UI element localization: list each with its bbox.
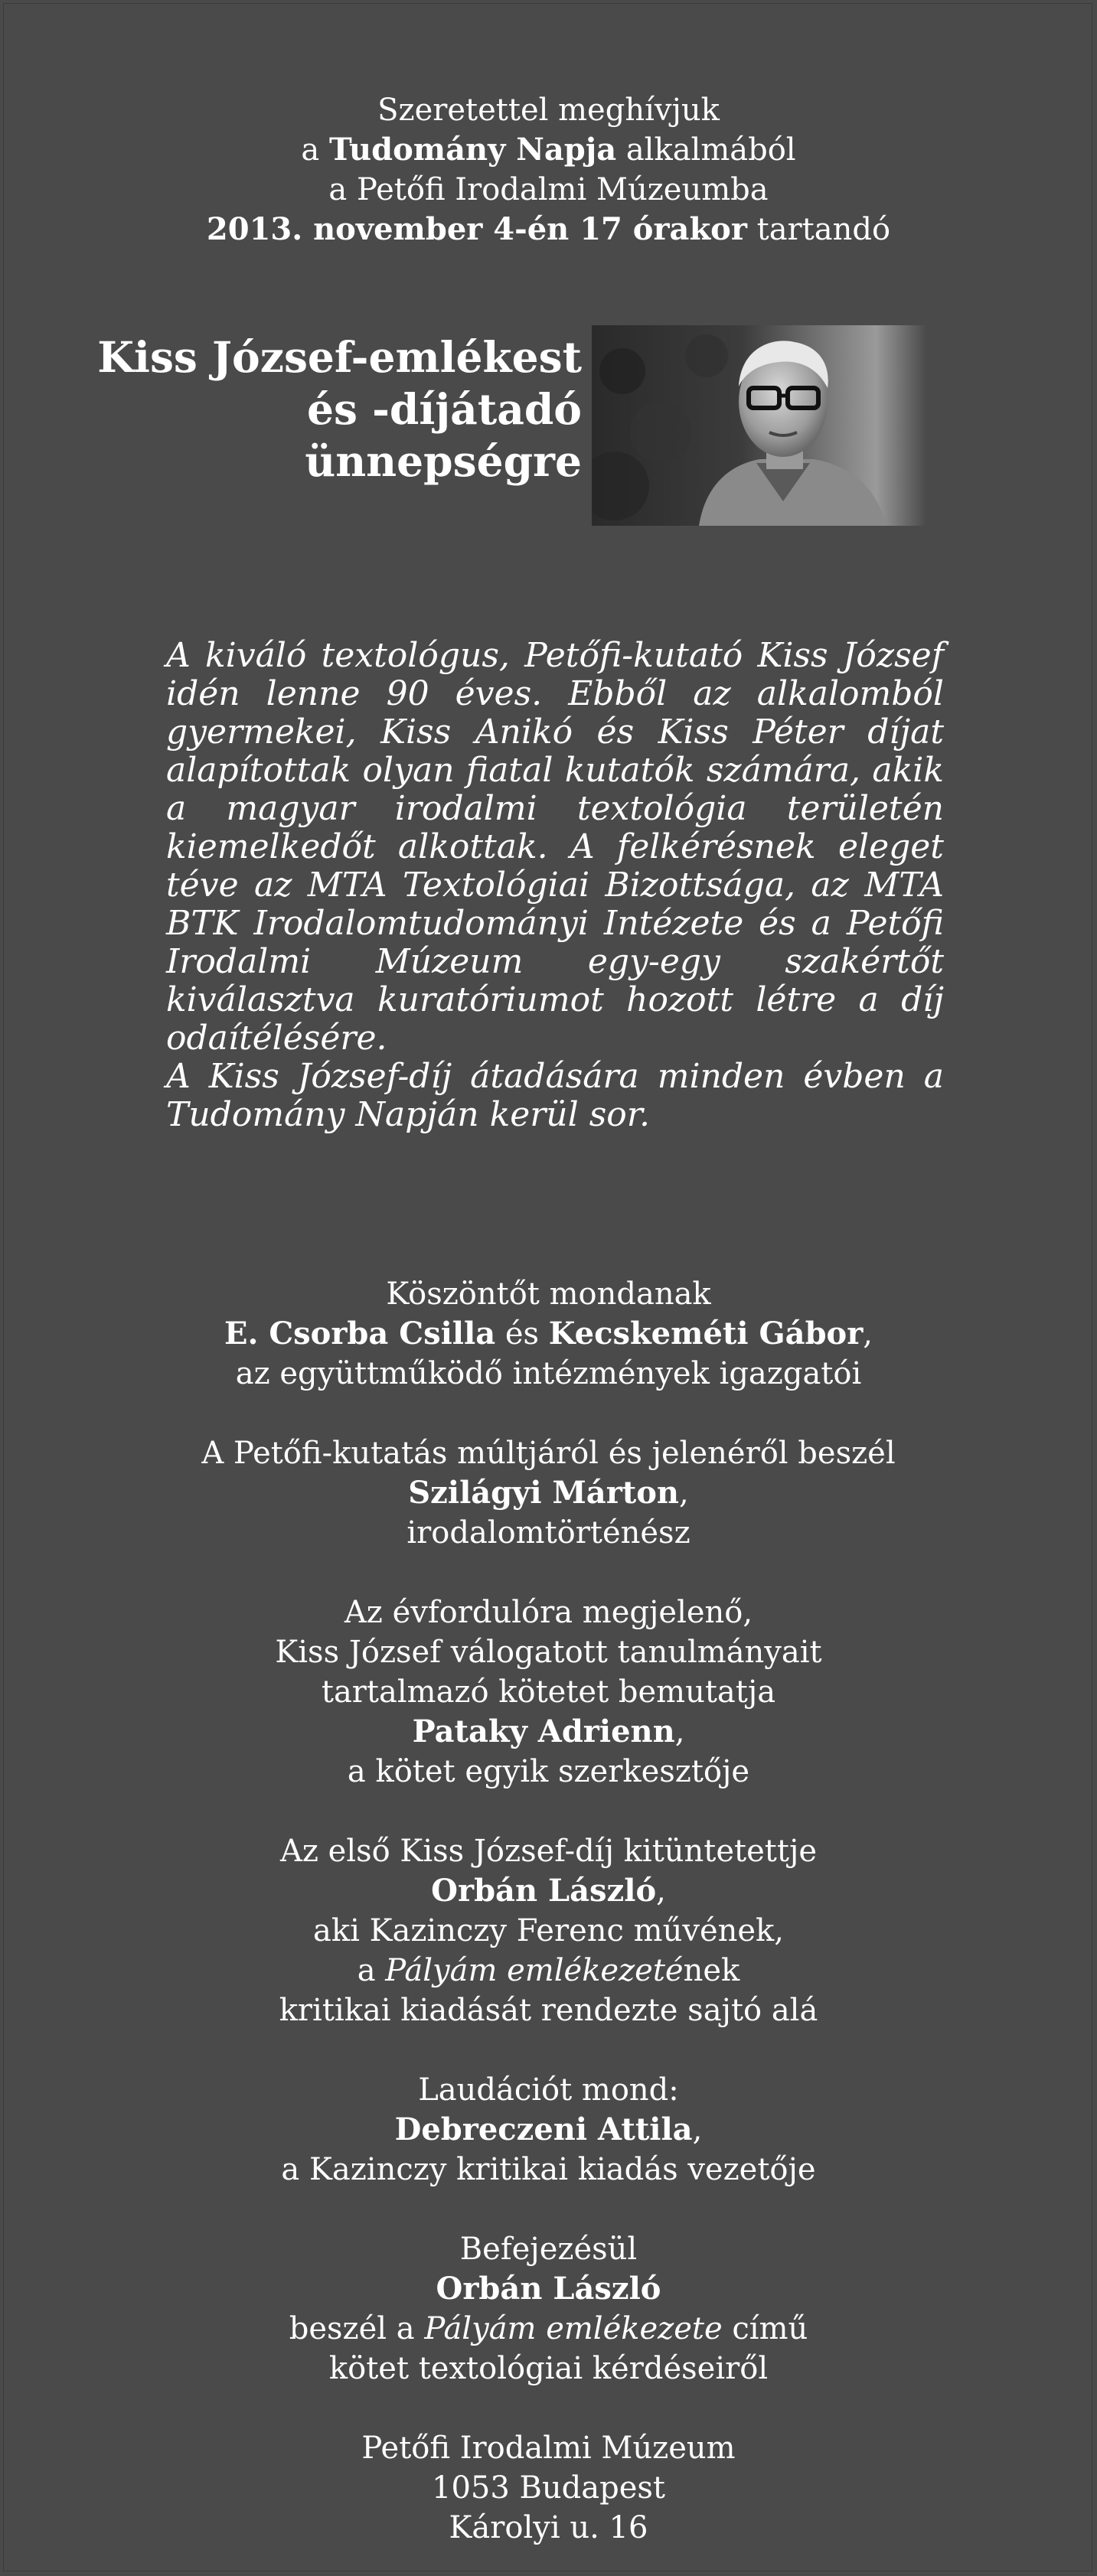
book-comma: , [674, 1714, 685, 1749]
talk-speaker-name: Szilágyi Márton [408, 1475, 680, 1511]
program-greeting [0, 1274, 1097, 1394]
intro-line-2-pre: a [301, 132, 329, 168]
laudation-intro: Laudációt mond: [418, 2072, 679, 2108]
closing-line-3-pre: beszél a [289, 2311, 425, 2346]
award-intro: Az első Kiss József-díj kitüntetettje [279, 1834, 818, 1869]
greeting-intro: Köszöntőt mondanak [386, 1277, 711, 1312]
speaker-name-2: Kecskeméti Gábor [548, 1316, 864, 1352]
venue-street: Károlyi u. 16 [449, 2510, 648, 2545]
book-line-2: Kiss József válogatott tanulmányait [275, 1635, 822, 1670]
talk-role: irodalomtörténész [406, 1515, 691, 1550]
venue-city: 1053 Budapest [432, 2470, 665, 2506]
description-block [166, 637, 944, 1134]
program-award [0, 1831, 1097, 2030]
talk-comma: , [679, 1475, 689, 1511]
program-closing [0, 2229, 1097, 2389]
closing-line-3-post: című [722, 2311, 808, 2346]
intro-line-1: Szeretettel meghívjuk [377, 93, 720, 128]
closing-work-title: Pályám emlékezete [424, 2311, 723, 2346]
greeting-names [0, 1314, 1097, 1354]
program-block [0, 1274, 1097, 2548]
speaker-name-1: E. Csorba Csilla [224, 1316, 496, 1352]
laudation-role: a Kazinczy kritikai kiadás vezetője [281, 2152, 816, 2187]
greeting-and: és [495, 1316, 549, 1352]
book-line-3: tartalmazó kötetet bemutatja [321, 1674, 776, 1710]
award-line-5: kritikai kiadását rendezte sajtó alá [279, 1993, 818, 2028]
closing-speaker [0, 2269, 1097, 2309]
venue-address [0, 2428, 1097, 2548]
laudation-speaker [0, 2110, 1097, 2150]
closing-speaker-name: Orbán László [436, 2271, 661, 2307]
book-line-1: Az évfordulóra megjelenő, [344, 1595, 753, 1630]
award-comma: , [656, 1873, 666, 1909]
title-line-3: ünnepségre [305, 436, 582, 486]
intro-line-2-post: alkalmából [616, 132, 796, 168]
intro-line-4-post: tartandó [746, 212, 891, 247]
program-book [0, 1593, 1097, 1792]
closing-line-4: kötet textológiai kérdéseiről [328, 2351, 769, 2386]
portrait-photo [592, 325, 926, 526]
description-paragraph-1: A kiváló textológus, Petőfi-kutató Kiss József idén lenne 90 éves. Ebből az alkalomból gyermekei, Kiss Anikó és Kiss Péter díjat alapítottak olyan fiatal kutatók számára, akik a magyar irodalmi textológia területén kiemelkedőt alkottak. A felkérésnek eleget téve az MTA Textológiai Bizottsága, az MTA BTK Irodalomtudományi Intézete és a Petőfi Irodalmi Múzeum egy-egy szakértőt kiválasztva kuratóriumot hozott létre a díj odaítélésére. [166, 636, 944, 1058]
program-laudation [0, 2070, 1097, 2190]
award-line-4 [0, 1951, 1097, 1991]
laudation-speaker-name: Debreczeni Attila [394, 2111, 693, 2147]
greeting-comma: , [863, 1316, 873, 1352]
description-paragraph-2: A Kiss József-díj átadására minden évben a Tudomány Napján kerül sor. [166, 1057, 944, 1134]
event-title [46, 331, 582, 487]
award-work-title: Pályám emlékezeté [385, 1953, 684, 1988]
book-presenter [0, 1712, 1097, 1752]
award-winner-name: Orbán László [431, 1873, 657, 1909]
award-line-3: aki Kazinczy Ferenc művének, [313, 1913, 784, 1948]
intro-block [0, 90, 1097, 249]
intro-line-3: a Petőfi Irodalmi Múzeumba [328, 172, 769, 207]
talk-speaker [0, 1473, 1097, 1513]
closing-line-3 [0, 2309, 1097, 2349]
laudation-comma: , [692, 2112, 703, 2147]
title-line-1: Kiss József-emlékest [97, 332, 582, 382]
program-talk [0, 1433, 1097, 1553]
award-winner [0, 1871, 1097, 1911]
talk-intro: A Petőfi-kutatás múltjáról és jelenéről beszél [201, 1436, 896, 1471]
event-name: Tudomány Napja [328, 132, 617, 168]
closing-intro: Befejezésül [459, 2232, 638, 2267]
book-role: a kötet egyik szerkesztője [347, 1754, 750, 1789]
event-date: 2013. november 4-én 17 órakor [206, 211, 747, 247]
book-presenter-name: Pataky Adrienn [412, 1714, 675, 1749]
title-line-2: és -díjátadó [306, 384, 582, 434]
greeting-role: az együttműködő intézmények igazgatói [235, 1356, 862, 1391]
venue-name: Petőfi Irodalmi Múzeum [361, 2431, 736, 2466]
portrait-photo-icon [592, 325, 926, 526]
intro-line-4 [0, 210, 1097, 249]
award-line-4-pre: a [357, 1953, 386, 1988]
award-line-4-post: nek [683, 1953, 740, 1988]
intro-line-2 [0, 130, 1097, 170]
